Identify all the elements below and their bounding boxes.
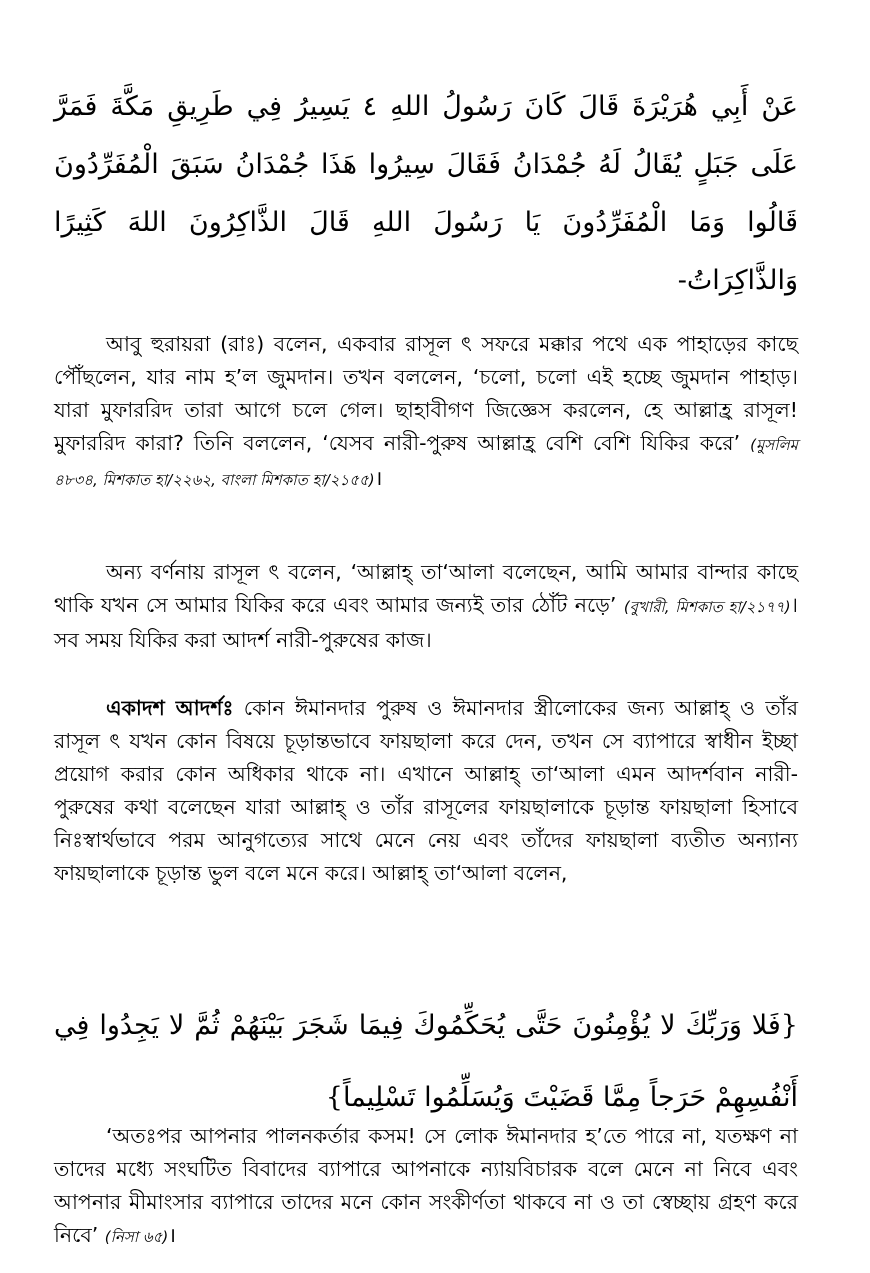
citation: (নিসা ৬৫) bbox=[104, 1228, 169, 1246]
arabic-verse-text: {فَلا وَرَبِّكَ لا يُؤْمِنُونَ حَتَّى يُحَكِّمُوكَ فِيمَا شَجَرَ بَيْنَهُمْ ثُمَّ لا يَجِدُوا فِي أَنْفُسِهِمْ حَرَجاً مِمَّا قَضَيْتَ وَيُسَلِّمُوا تَسْلِيماً} bbox=[54, 1010, 798, 1113]
paragraph-text: কোন ঈমানদার পুরুষ ও ঈমানদার স্ত্রীলোকের জন্য আল্লাহ্ ও তাঁর রাসূল ৎ যখন কোন বিষয়ে চূড়ান্তভাবে ফায়ছালা করে দেন, তখন সে ব্যাপারে স্বাধীন ইচ্ছা প্রয়োগ করার কোন অধিকার থাকে না। এখানে আল্লাহ্ তা‘আলা এমন আদর্শবান নারী-পুরুষের কথা বলেছেন যারা আল্লাহ্ ও তাঁর রাসূলের ফায়ছালাকে চূড়ান্ত ফায়ছালা হিসাবে নিঃস্বার্থভাবে পরম আনুগত্যের সাথে মেনে নেয় এবং তাঁদের ফায়ছালা ব্যতীত অন্যান্য ফায়ছালাকে চূড়ান্ত ভুল বলে মনে করে। আল্লাহ্ তা‘আলা বলেন, bbox=[54, 696, 798, 885]
citation: (মুসলিম ৪৮৩৪, মিশকাত হা/২২৬২, বাংলা মিশকাত হা/২১৫৫) bbox=[54, 436, 798, 489]
paragraph-other-narration bbox=[54, 556, 798, 657]
paragraph-hadith-translation bbox=[54, 328, 798, 497]
paragraph-text: অন্য বর্ণনায় রাসূল ৎ বলেন, ‘আল্লাহ্ তা‘আলা বলেছেন, আমি আমার বান্দার কাছে থাকি যখন সে আমার যিকির করে এবং আমার জন্যই তার ঠোঁট নড়ে’ bbox=[54, 560, 798, 617]
section-heading: একাদশ আদর্শঃ bbox=[106, 696, 234, 720]
paragraph-verse-translation bbox=[54, 1120, 798, 1254]
document-page bbox=[54, 0, 798, 1273]
paragraph-end: । bbox=[374, 466, 383, 490]
paragraph-text: আবু হুরায়রা (রাঃ) বলেন, একবার রাসূল ৎ সফরে মক্কার পথে এক পাহাড়ের কাছে পৌঁছলেন, যার নাম হ’ল জুমদান। তখন বললেন, ‘চলো, চলো এই হচ্ছে জুমদান পাহাড়। যারা মুফাররিদ তারা আগে চলে গেল। ছাহাবীগণ জিজ্ঞেস করলেন, হে আল্লাহ্র রাসূল! মুফাররিদ কারা? তিনি বললেন, ‘যেসব নারী-পুরুষ আল্লাহ্র বেশি বেশি যিকির করে’ bbox=[54, 332, 798, 455]
arabic-hadith-text: عَنْ أَبِي هُرَيْرَةَ قَالَ كَانَ رَسُولُ اللهِ ٤ يَسِيرُ فِي طَرِيقِ مَكَّةَ فَمَرَّ عَلَى جَبَلٍ يُقَالُ لَهُ جُمْدَانُ فَقَالَ سِيرُوا هَذَا جُمْدَانُ سَبَقَ الْمُفَرِّدُونَ قَالُوا وَمَا الْمُفَرِّدُونَ يَا رَسُولَ اللهِ قَالَ الذَّاكِرُونَ اللهَ كَثِيرًا وَالذَّاكِرَاتُ- bbox=[54, 91, 798, 296]
paragraph-eleventh-ideal bbox=[54, 692, 798, 890]
paragraph-end: । bbox=[168, 1223, 177, 1247]
paragraph-end: । সব সময় যিকির করা আদর্শ নারী-পুরুষের কাজ। bbox=[54, 593, 798, 652]
paragraph-text: ‘অতঃপর আপনার পালনকর্তার কসম! সে লোক ঈমানদার হ’তে পারে না, যতক্ষণ না তাদের মধ্যে সংঘটিত বিবাদের ব্যাপারে আপনাকে ন্যায়বিচারক বলে মেনে না নিবে এবং আপনার মীমাংসার ব্যাপারে তাদের মনে কোন সংকীর্ণতা থাকবে না ও তা স্বেচ্ছায় গ্রহণ করে নিবে’ bbox=[54, 1124, 798, 1247]
citation: (বুখারী, মিশকাত হা/২১৭৭) bbox=[623, 598, 791, 616]
